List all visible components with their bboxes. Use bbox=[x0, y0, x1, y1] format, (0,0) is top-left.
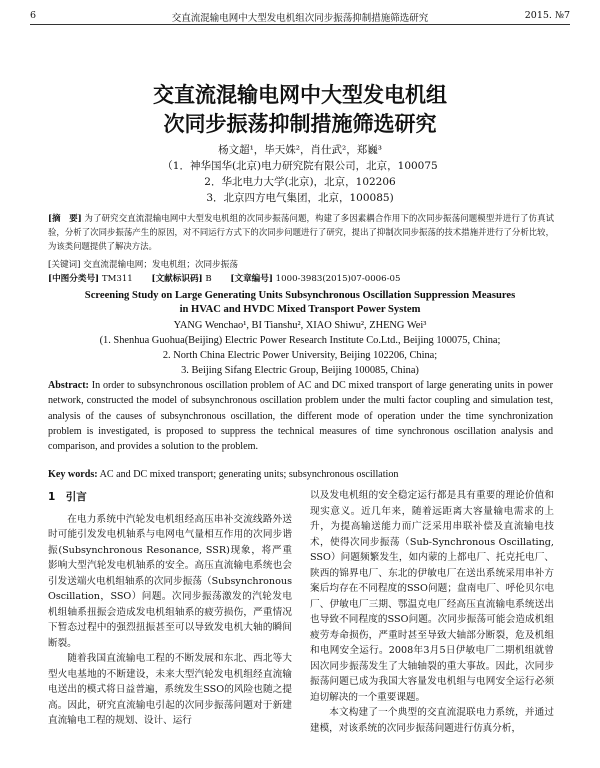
authors-chinese bbox=[0, 142, 600, 206]
title-cn-line1: 交直流混输电网中大型发电机组 bbox=[153, 83, 447, 107]
affiliation-en-1: (1. Shenhua Guohua(Beijing) Electric Power Research Institute Co.Ltd., Beijing 100075, China; bbox=[99, 335, 501, 346]
issue-label: 2015. №7 bbox=[524, 10, 570, 21]
paper-title-chinese bbox=[0, 81, 600, 139]
doc-code-value: B bbox=[205, 274, 212, 284]
abstract-en-text: In order to subsynchronous oscillation problem of AC and DC mixed transport of large generating units in power network, constructed the model of subsynchronous oscillation problem under the multi factor coupling and simulation test, analysis of the causes of subsynchronous oscillation, the different mode of operation under the time synchronization problem is investigated, is proposed to suppress the technical measures of time synchronous oscillation analysis and comparison, and provides a solution to the problem. bbox=[48, 380, 553, 453]
keywords-en-text: AC and DC mixed transport; generating units; subsynchronous oscillation bbox=[99, 469, 399, 480]
affiliation-cn-3: 3．北京四方电气集团，北京，100085) bbox=[206, 192, 394, 204]
title-cn-line2: 次同步振荡抑制措施筛选研究 bbox=[163, 112, 437, 136]
abstract-english bbox=[48, 378, 553, 454]
keywords-en-label: Key words: bbox=[48, 469, 98, 480]
affiliation-cn-1: （1．神华国华(北京)电力研究院有限公司，北京，100075 bbox=[162, 160, 438, 172]
keywords-english bbox=[48, 468, 553, 482]
page-number: 6 bbox=[30, 10, 37, 21]
classification-line bbox=[48, 273, 554, 286]
abstract-cn-text: 为了研究交直流混输电网中大型发电机组的次同步振荡问题，构建了多因素耦合作用下的次同步振荡问题模型并进行了仿真试验，分析了次同步振荡产生的原因，对不同运行方式下的次同步问题进行了研究，提出了抑制次同步振荡的技术措施并进行了分析比较，为该类问题提供了解决方法。 bbox=[48, 213, 554, 251]
title-en-line2: in HVAC and HVDC Mixed Transport Power System bbox=[179, 304, 421, 315]
body-paragraph: 在电力系统中汽轮发电机组经高压串补交流线路外送时可能引发发电机轴系与电网电气量相互作用的次同步谐振(Subsynchronous Resonance, SSR)现象，将严重影响大型汽轮发电机轴系的安全。高压直流输电系统也会引发送端火电机组轴系的次同步振荡（Subsynchronous Oscillation，SSO）问题。次同步振荡激发的汽轮发电机组轴系扭振会造成发电机组轴系的疲劳损伤，严重情况下暂态过程中的强烈扭振甚至可以导致发电机大轴的瞬间断裂。 bbox=[48, 513, 292, 649]
author-names-cn: 杨文超¹，毕天姝²，肖仕武²，郑巍³ bbox=[218, 144, 382, 156]
affiliation-en-3: 3. Beijing Sifang Electric Group, Beijing 100085, China) bbox=[181, 365, 419, 376]
keywords-chinese bbox=[48, 259, 554, 272]
running-title: 交直流混输电网中大型发电机组次同步振荡抑制措施筛选研究 bbox=[171, 13, 429, 24]
doc-code-label: [文献标识码] bbox=[151, 274, 203, 284]
body-column-right bbox=[310, 488, 554, 736]
paper-title-english bbox=[0, 289, 600, 317]
title-en-line1: Screening Study on Large Generating Units Subsynchronous Oscillation Suppression Measures bbox=[84, 290, 516, 301]
affiliation-en-2: 2. North China Electric Power University, Beijing 102206, China; bbox=[162, 350, 438, 361]
keywords-cn-text: 交直流混输电网；发电机组；次同步振荡 bbox=[83, 260, 238, 270]
body-paragraph: 本文构建了一个典型的交直流混联电力系统，并通过建模，对该系统的次同步振荡问题进行仿真分析， bbox=[310, 707, 554, 734]
article-no-value: 1000-3983(2015)07-0006-05 bbox=[275, 274, 401, 284]
abstract-en-label: Abstract: bbox=[48, 380, 89, 391]
clc-value: TM311 bbox=[101, 274, 133, 284]
author-names-en: YANG Wenchao¹, BI Tianshu², XIAO Shiwu², ZHENG Wei³ bbox=[173, 320, 427, 331]
authors-english bbox=[0, 318, 600, 378]
body-column-left bbox=[48, 488, 292, 729]
body-paragraph: 以及发电机组的安全稳定运行都是具有重要的理论价值和现实意义。近几年来，随着远距离大容量输电需求的上升，为提高输送能力而广泛采用串联补偿及直流输电技术，使得次同步振荡（Sub-Synchronous Oscillating, SSO）问题频繁发生，如内蒙的上都电厂、托克托电厂、陕西的锦界电厂、东北的伊敏电厂在送出系统采用串补方案后均存在不同程度的SSO问题；盘南电厂、呼伦贝尔电厂、伊敏电厂三期、鄂温克电厂经高压直流输电系统送出也导致不同程度的SSO问题。次同步振荡可能会造成机组疲劳寿命损伤，严重时甚至导致大轴部分断裂，危及机组和电网安全运行。2008年3月5日伊敏电厂二期机组就曾因次同步振荡发生了大轴轴裂的重大事故。因此，次同步振荡问题已成为我国大容量发电机组与电网安全运行必须迫切解决的一个重要课题。 bbox=[310, 490, 554, 703]
abstract-chinese bbox=[48, 211, 554, 253]
article-no-label: [文章编号] bbox=[230, 274, 273, 284]
affiliation-cn-2: 2．华北电力大学(北京)，北京，102206 bbox=[204, 176, 396, 188]
abstract-cn-label: [摘 要] bbox=[48, 213, 82, 223]
body-paragraph: 随着我国直流输电工程的不断发展和东北、西北等大型火电基地的不断建设，未来大型汽轮发电机组经直流输电送出的模式将日益普遍，系统发生SSO的风险也随之提高。因此，研究直流输电引起的次同步振荡问题对于新建直流输电工程的规划、设计、运行 bbox=[48, 653, 292, 726]
clc-label: [中图分类号] bbox=[48, 274, 100, 284]
keywords-cn-label: [关键词] bbox=[48, 260, 81, 270]
section-heading: 1 引言 bbox=[48, 491, 87, 503]
running-header bbox=[30, 8, 570, 25]
